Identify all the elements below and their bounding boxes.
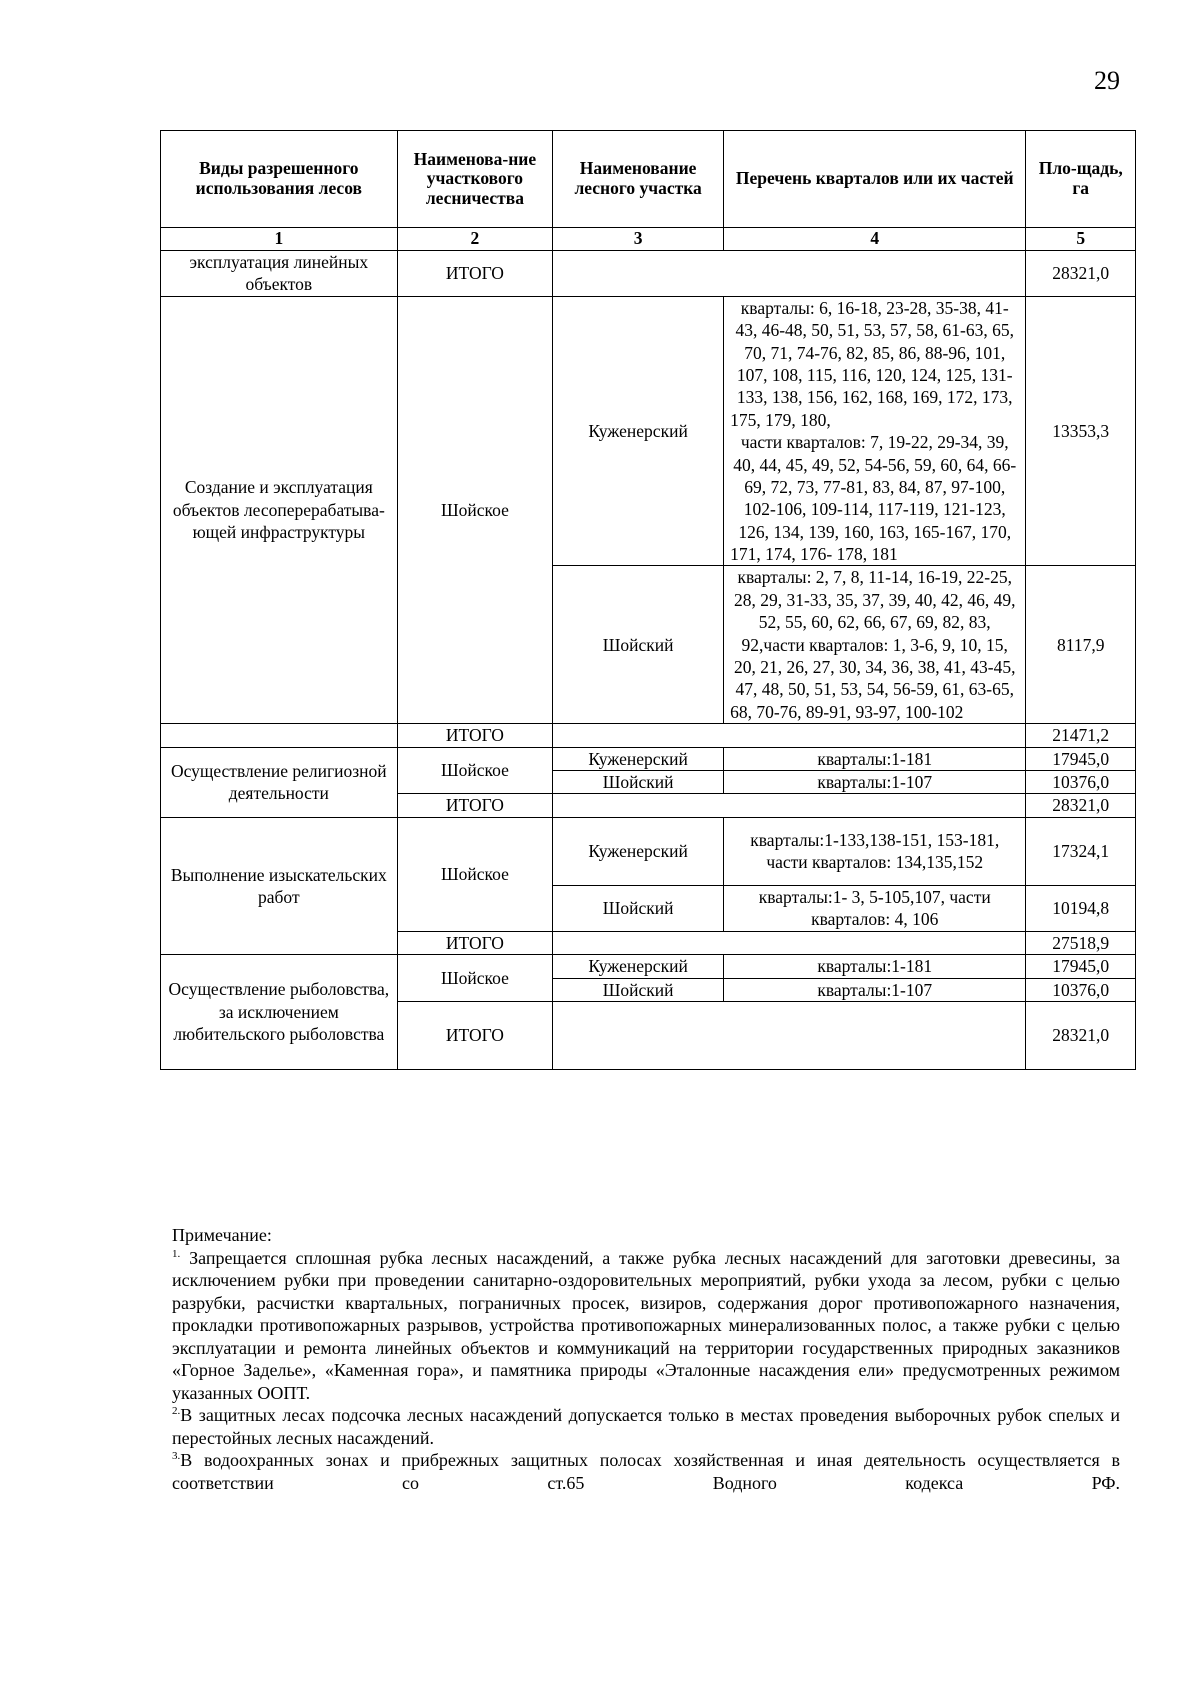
quarters-cell: кварталы:1-133,138-151, 153-181, части кварталов: 134,135,152 xyxy=(724,817,1026,885)
area-cell: 17945,0 xyxy=(1026,747,1136,770)
plot-cell: Куженерский xyxy=(553,817,724,885)
quarters-list: кварталы: 6, 16-18, 23-28, 35-38, 41-43, 46-48, 50, 51, 53, 57, 58, 61-63, 65, 70, 71, 74-76, 82, 85, 86, 88-96, 101, 107, 108, 115, 116, 120, 124, 125, 131-133, 138, 156, 162, 168, 169, 172, 173, 175, 179, 180, xyxy=(730,297,1014,430)
area-cell: 10376,0 xyxy=(1026,978,1136,1001)
quarters-cell: кварталы:1- 3, 5-105,107, части кварталов: 4, 106 xyxy=(724,885,1026,931)
note-text: В водоохранных зонах и прибрежных защитных полосах хозяйственная и иная деятельность осуществляется в соответствии со ст.65 Водного кодекса РФ. xyxy=(172,1450,1120,1493)
plot-cell: Куженерский xyxy=(553,296,724,566)
area-cell: 10194,8 xyxy=(1026,885,1136,931)
area-cell: 13353,3 xyxy=(1026,296,1136,566)
header-use-type: Виды разрешенного использования лесов xyxy=(161,131,398,228)
total-label-cell: ИТОГО xyxy=(397,931,553,954)
note-marker: 1. xyxy=(172,1247,181,1260)
note-marker: 3. xyxy=(172,1450,181,1462)
notes-section xyxy=(172,1224,1120,1494)
area-cell: 28321,0 xyxy=(1026,251,1136,297)
total-label-cell: ИТОГО xyxy=(397,251,553,297)
notes-heading: Примечание: xyxy=(172,1225,272,1245)
header-row xyxy=(161,131,1136,228)
total-row xyxy=(161,724,1136,747)
empty-cell xyxy=(553,931,1026,954)
forest-use-table xyxy=(160,130,1136,1070)
note-text: В защитных лесах подсочка лесных насаждений допускается только в местах проведения выборочных рубок спелых и перестойных лесных насаждений. xyxy=(172,1405,1120,1448)
use-type-cell: Создание и эксплуатация объектов лесоперерабатыва-ющей инфраструктуры xyxy=(161,296,398,723)
table-row xyxy=(161,251,1136,297)
empty-cell xyxy=(161,724,398,747)
empty-cell xyxy=(553,794,1026,817)
use-type-cell: Осуществление рыболовства, за исключением любительского рыболовства xyxy=(161,955,398,1070)
table-row xyxy=(161,747,1136,770)
area-cell: 17324,1 xyxy=(1026,817,1136,885)
header-area: Пло-щадь, га xyxy=(1026,131,1136,228)
use-type-cell: эксплуатация линейных объектов xyxy=(161,251,398,297)
page-number: 29 xyxy=(1094,66,1120,95)
quarters-cell: кварталы:1-181 xyxy=(724,747,1026,770)
forestry-cell: Шойское xyxy=(397,747,553,794)
column-number: 1 xyxy=(161,228,398,251)
quarters-cell: кварталы: 2, 7, 8, 11-14, 16-19, 22-25, 28, 29, 31-33, 35, 37, 39, 40, 42, 46, 49, 52, 55, 60, 62, 66, 67, 69, 82, 83, 92,части кварталов: 1, 3-6, 9, 10, 15, 20, 21, 26, 27, 30, 34, 36, 38, 41, 43-45, 47, 48, 50, 51, 53, 54, 56-59, 61, 63-65, 68, 70-76, 89-91, 93-97, 100-102 xyxy=(724,566,1026,724)
plot-cell: Куженерский xyxy=(553,747,724,770)
area-cell: 8117,9 xyxy=(1026,566,1136,724)
header-quarters: Перечень кварталов или их частей xyxy=(724,131,1026,228)
plot-cell: Шойский xyxy=(553,566,724,724)
use-type-cell: Выполнение изыскательских работ xyxy=(161,817,398,954)
empty-cell xyxy=(553,724,1026,747)
area-cell: 17945,0 xyxy=(1026,955,1136,978)
total-label-cell: ИТОГО xyxy=(397,1001,553,1069)
plot-cell: Куженерский xyxy=(553,955,724,978)
quarters-cell xyxy=(724,296,1026,566)
column-number: 2 xyxy=(397,228,553,251)
quarter-parts-list: части кварталов: 7, 19-22, 29-34, 39, 40, 44, 45, 49, 52, 54-56, 59, 60, 64, 66-69, 72, 73, 77-81, 83, 84, 87, 97-100, 102-106, 109-114, 117-119, 121-123, 126, 134, 139, 160, 163, 165-167, 170, 171, 174, 176- 178, 181 xyxy=(730,432,1017,565)
column-number: 5 xyxy=(1026,228,1136,251)
empty-cell xyxy=(553,1001,1026,1069)
plot-cell: Шойский xyxy=(553,978,724,1001)
area-cell: 21471,2 xyxy=(1026,724,1136,747)
area-cell: 28321,0 xyxy=(1026,794,1136,817)
quarters-cell: кварталы:1-107 xyxy=(724,978,1026,1001)
table-row xyxy=(161,955,1136,978)
forestry-cell: Шойское xyxy=(397,817,553,931)
header-forestry: Наименова-ние участкового лесничества xyxy=(397,131,553,228)
column-number: 3 xyxy=(553,228,724,251)
note-text: Запрещается сплошная рубка лесных насаждений, а также рубка лесных насаждений для заготовки древесины, за исключением рубки при проведении санитарно-оздоровительных мероприятий, рубки ухода за лесом, рубки с целью разрубки, расчистки квартальных, пограничных просек, визиров, содержания дорог противопожарного назначения, прокладки противопожарных разрывов, устройства противопожарных минерализованных полос, а также рубки с целью эксплуатации и ремонта линейных объектов и коммуникаций на территории государственных природных заказников «Горное Заделье», «Каменная гора», и памятника природы «Эталонные насаждения ели» предусмотренных режимом указанных ООПТ. xyxy=(172,1247,1120,1403)
total-label-cell: ИТОГО xyxy=(397,794,553,817)
forestry-cell: Шойское xyxy=(397,955,553,1002)
total-label-cell: ИТОГО xyxy=(397,724,553,747)
column-number: 4 xyxy=(724,228,1026,251)
column-number-row xyxy=(161,228,1136,251)
quarters-cell: кварталы:1-107 xyxy=(724,770,1026,793)
table-row xyxy=(161,296,1136,566)
note-3 xyxy=(172,1449,1120,1494)
plot-cell: Шойский xyxy=(553,770,724,793)
plot-cell: Шойский xyxy=(553,885,724,931)
empty-cell xyxy=(553,251,1026,297)
header-plot: Наименование лесного участка xyxy=(553,131,724,228)
note-1 xyxy=(172,1247,1120,1405)
forestry-cell: Шойское xyxy=(397,296,553,723)
area-cell: 28321,0 xyxy=(1026,1001,1136,1069)
table-row xyxy=(161,817,1136,885)
note-2 xyxy=(172,1404,1120,1449)
area-cell: 27518,9 xyxy=(1026,931,1136,954)
quarters-cell: кварталы:1-181 xyxy=(724,955,1026,978)
area-cell: 10376,0 xyxy=(1026,770,1136,793)
use-type-cell: Осуществление религиозной деятельности xyxy=(161,747,398,817)
note-marker: 2. xyxy=(172,1405,181,1417)
